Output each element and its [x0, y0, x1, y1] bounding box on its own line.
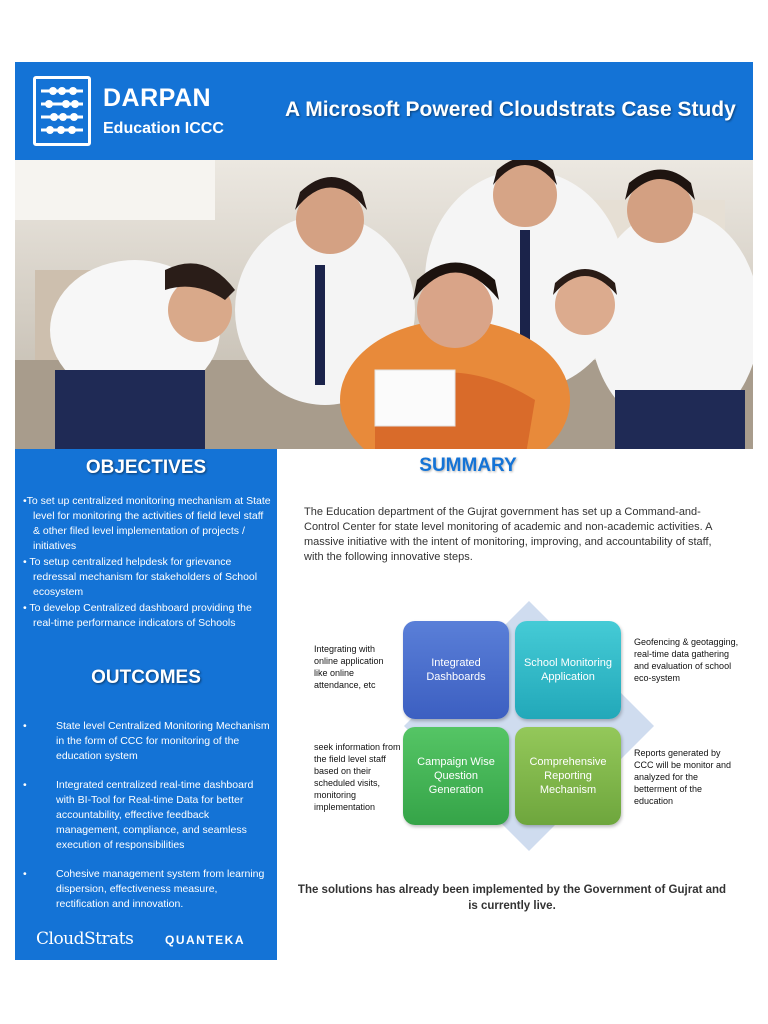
- objectives-outcomes-panel: [15, 449, 277, 960]
- cloudstrats-logo: CloudStrats: [36, 929, 134, 949]
- quanteka-logo: QUANTEKA: [165, 933, 245, 947]
- summary-heading: SUMMARY: [419, 455, 517, 476]
- brand-name: DARPAN: [103, 84, 212, 112]
- classroom-photo: [15, 160, 753, 449]
- partner-logos: [33, 927, 273, 951]
- list-item: • To develop Centralized dashboard providing the real-time performance indicators of Schools: [23, 602, 252, 629]
- note-seek-information: seek information from the field level staff based on their scheduled visits, monitoring implementation: [314, 742, 401, 812]
- outcomes-heading: OUTCOMES: [91, 667, 201, 688]
- list-item: • Integrated centralized real-time dashboard with BI-Tool for Real-time Data for better accountability, effective feedback management, compliance, and seamless execution of responsibilities: [23, 778, 271, 853]
- brand-subtitle: Education ICCC: [103, 120, 224, 137]
- list-item: •To set up centralized monitoring mechanism at State level for monitoring the activities of field level staff & other filed level implementation of projects / initiatives: [23, 495, 271, 552]
- tile-school-monitoring: [515, 621, 621, 719]
- tile-label: School Monitoring Application: [523, 657, 613, 683]
- header-banner: [15, 62, 753, 160]
- note-reports: Reports generated by CCC will be monitor and analyzed for the betterment of the education: [634, 748, 732, 806]
- objectives-list: [23, 494, 271, 632]
- tile-label: Campaign Wise Question Generation: [417, 756, 495, 796]
- list-item: • State level Centralized Monitoring Mechanism in the form of CCC for monitoring of the education system: [23, 719, 271, 764]
- list-item: • Cohesive management system from learning dispersion, effectiveness measure, rectification and innovation.: [23, 867, 271, 912]
- solution-diagram: [300, 596, 750, 856]
- summary-text: The Education department of the Gujrat government has set up a Command-and-Control Center for state level monitoring of academic and non-academic activities. A massive initiative with the intent of monitoring, improving, and accountability of staff, with the following innovative steps.: [304, 506, 712, 563]
- tile-campaign-question: [403, 727, 509, 825]
- note-geofencing: Geofencing & geotagging, real-time data gathering and evaluation of school eco-system: [634, 637, 739, 683]
- closing-statement: The solutions has already been implemented by the Government of Gujrat and is currently live.: [297, 884, 727, 912]
- abacus-logo-icon: [33, 76, 91, 146]
- tile-label: Integrated Dashboards: [426, 657, 486, 683]
- tile-integrated-dashboards: [403, 621, 509, 719]
- page-title: A Microsoft Powered Cloudstrats Case Study: [285, 98, 736, 121]
- tile-label: Comprehensive Reporting Mechanism: [529, 756, 607, 796]
- tile-reporting-mechanism: [515, 727, 621, 825]
- outcomes-list: [23, 719, 271, 926]
- list-item: • To setup centralized helpdesk for grievance redressal mechanism for stakeholders of School ecosystem: [23, 556, 258, 598]
- objectives-heading: OBJECTIVES: [85, 457, 207, 478]
- note-integrating: Integrating with online application like online attendance, etc: [314, 644, 384, 690]
